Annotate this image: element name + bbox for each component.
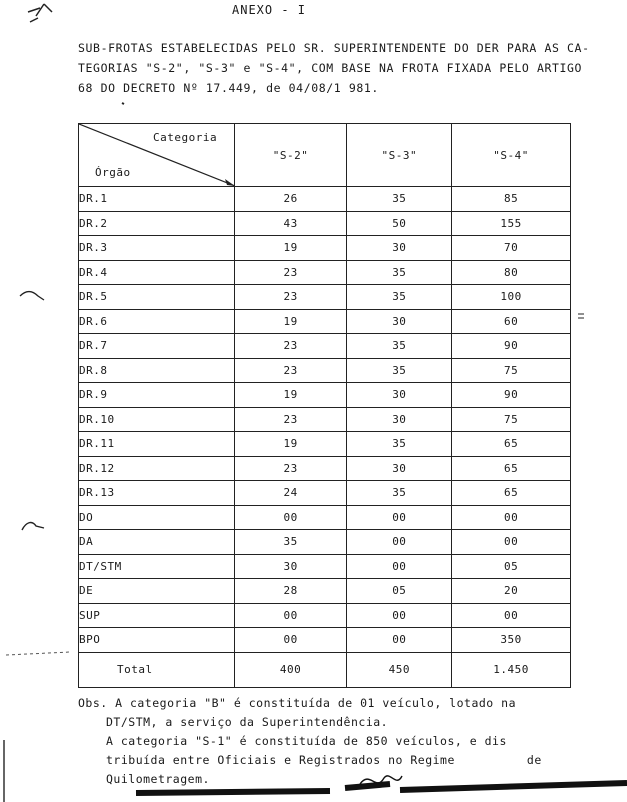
intro-line: SUB-FROTAS ESTABELECIDAS PELO SR. SUPERINTENDENTE DO DER PARA AS CA- [78, 41, 590, 55]
organ-cell: DR.4 [79, 260, 235, 285]
s4-cell: 20 [452, 579, 571, 604]
total-label: Total [79, 652, 235, 687]
margin-mark [578, 314, 584, 318]
s3-cell: 00 [347, 603, 452, 628]
s2-cell: 23 [234, 285, 347, 310]
organ-cell: DT/STM [79, 554, 235, 579]
organ-cell: DR.2 [79, 211, 235, 236]
organ-cell: DE [79, 579, 235, 604]
note-text: de [526, 753, 542, 767]
dot-mark [122, 103, 124, 104]
s4-cell: 65 [452, 456, 571, 481]
organ-cell: DR.9 [79, 383, 235, 408]
s3-cell: 30 [347, 309, 452, 334]
s4-cell: 05 [452, 554, 571, 579]
s4-cell: 90 [452, 334, 571, 359]
organ-cell: DA [79, 530, 235, 555]
s3-cell: 00 [347, 505, 452, 530]
s3-cell: 35 [347, 285, 452, 310]
s3-cell: 35 [347, 187, 452, 212]
total-s2: 400 [234, 652, 347, 687]
note-line: DT/STM, a serviço da Superintendência. [106, 715, 389, 729]
s4-cell: 65 [452, 432, 571, 457]
column-header-s4: "S-4" [452, 124, 571, 187]
s4-cell: 75 [452, 358, 571, 383]
s3-cell: 30 [347, 236, 452, 261]
intro-line: 68 DO DECRETO Nº 17.449, de 04/08/1 981. [78, 81, 379, 95]
s2-cell: 30 [234, 554, 347, 579]
s4-cell: 90 [452, 383, 571, 408]
organ-cell: SUP [79, 603, 235, 628]
s3-cell: 00 [347, 530, 452, 555]
s3-cell: 30 [347, 456, 452, 481]
organ-cell: DR.11 [79, 432, 235, 457]
s4-cell: 85 [452, 187, 571, 212]
s2-cell: 00 [234, 505, 347, 530]
s3-cell: 35 [347, 481, 452, 506]
s4-cell: 80 [452, 260, 571, 285]
s4-cell: 65 [452, 481, 571, 506]
organ-cell: DR.7 [79, 334, 235, 359]
corner-organ-label: Órgão [95, 166, 131, 179]
s2-cell: 24 [234, 481, 347, 506]
margin-mark [22, 523, 44, 530]
s2-cell: 00 [234, 628, 347, 653]
s2-cell: 23 [234, 456, 347, 481]
organ-cell: DR.1 [79, 187, 235, 212]
s3-cell: 35 [347, 260, 452, 285]
margin-mark [20, 292, 44, 301]
s3-cell: 35 [347, 432, 452, 457]
s2-cell: 23 [234, 334, 347, 359]
s3-cell: 00 [347, 628, 452, 653]
corner-scribble [28, 4, 52, 22]
s2-cell: 26 [234, 187, 347, 212]
organ-cell: BPO [79, 628, 235, 653]
organ-cell: DR.8 [79, 358, 235, 383]
document-title: ANEXO - I [232, 3, 307, 17]
organ-cell: DO [79, 505, 235, 530]
organ-cell: DR.6 [79, 309, 235, 334]
s3-cell: 00 [347, 554, 452, 579]
column-header-s2: "S-2" [234, 124, 347, 187]
s3-cell: 30 [347, 407, 452, 432]
total-s4: 1.450 [452, 652, 571, 687]
s4-cell: 00 [452, 530, 571, 555]
s2-cell: 23 [234, 358, 347, 383]
corner-category-label: Categoria [153, 131, 218, 144]
note-text: tribuída entre Oficiais e Registrados no Regime [106, 753, 455, 767]
s4-cell: 00 [452, 603, 571, 628]
s4-cell: 70 [452, 236, 571, 261]
s2-cell: 19 [234, 309, 347, 334]
margin-mark [6, 652, 70, 655]
note-line: A categoria "S-1" é constituída de 850 veículos, e dis [106, 734, 507, 748]
s3-cell: 35 [347, 358, 452, 383]
s4-cell: 155 [452, 211, 571, 236]
organ-cell: DR.3 [79, 236, 235, 261]
s2-cell: 43 [234, 211, 347, 236]
note-line: Quilometragem. [106, 772, 210, 786]
s4-cell: 60 [452, 309, 571, 334]
intro-line: TEGORIAS "S-2", "S-3" e "S-4", COM BASE NA FROTA FIXADA PELO ARTIGO [78, 61, 583, 75]
bottom-scan-bar [136, 783, 627, 793]
s2-cell: 23 [234, 407, 347, 432]
s2-cell: 35 [234, 530, 347, 555]
s2-cell: 23 [234, 260, 347, 285]
total-s3: 450 [347, 652, 452, 687]
column-header-s3: "S-3" [347, 124, 452, 187]
organ-cell: DR.5 [79, 285, 235, 310]
s2-cell: 00 [234, 603, 347, 628]
s4-cell: 350 [452, 628, 571, 653]
s2-cell: 19 [234, 432, 347, 457]
s3-cell: 30 [347, 383, 452, 408]
s3-cell: 05 [347, 579, 452, 604]
note-line: Obs. A categoria "B" é constituída de 01 veículo, lotado na [78, 696, 516, 710]
s2-cell: 28 [234, 579, 347, 604]
s2-cell: 19 [234, 236, 347, 261]
s3-cell: 35 [347, 334, 452, 359]
organ-cell: DR.12 [79, 456, 235, 481]
organ-cell: DR.10 [79, 407, 235, 432]
s2-cell: 19 [234, 383, 347, 408]
s4-cell: 75 [452, 407, 571, 432]
s3-cell: 50 [347, 211, 452, 236]
organ-cell: DR.13 [79, 481, 235, 506]
s4-cell: 00 [452, 505, 571, 530]
s4-cell: 100 [452, 285, 571, 310]
